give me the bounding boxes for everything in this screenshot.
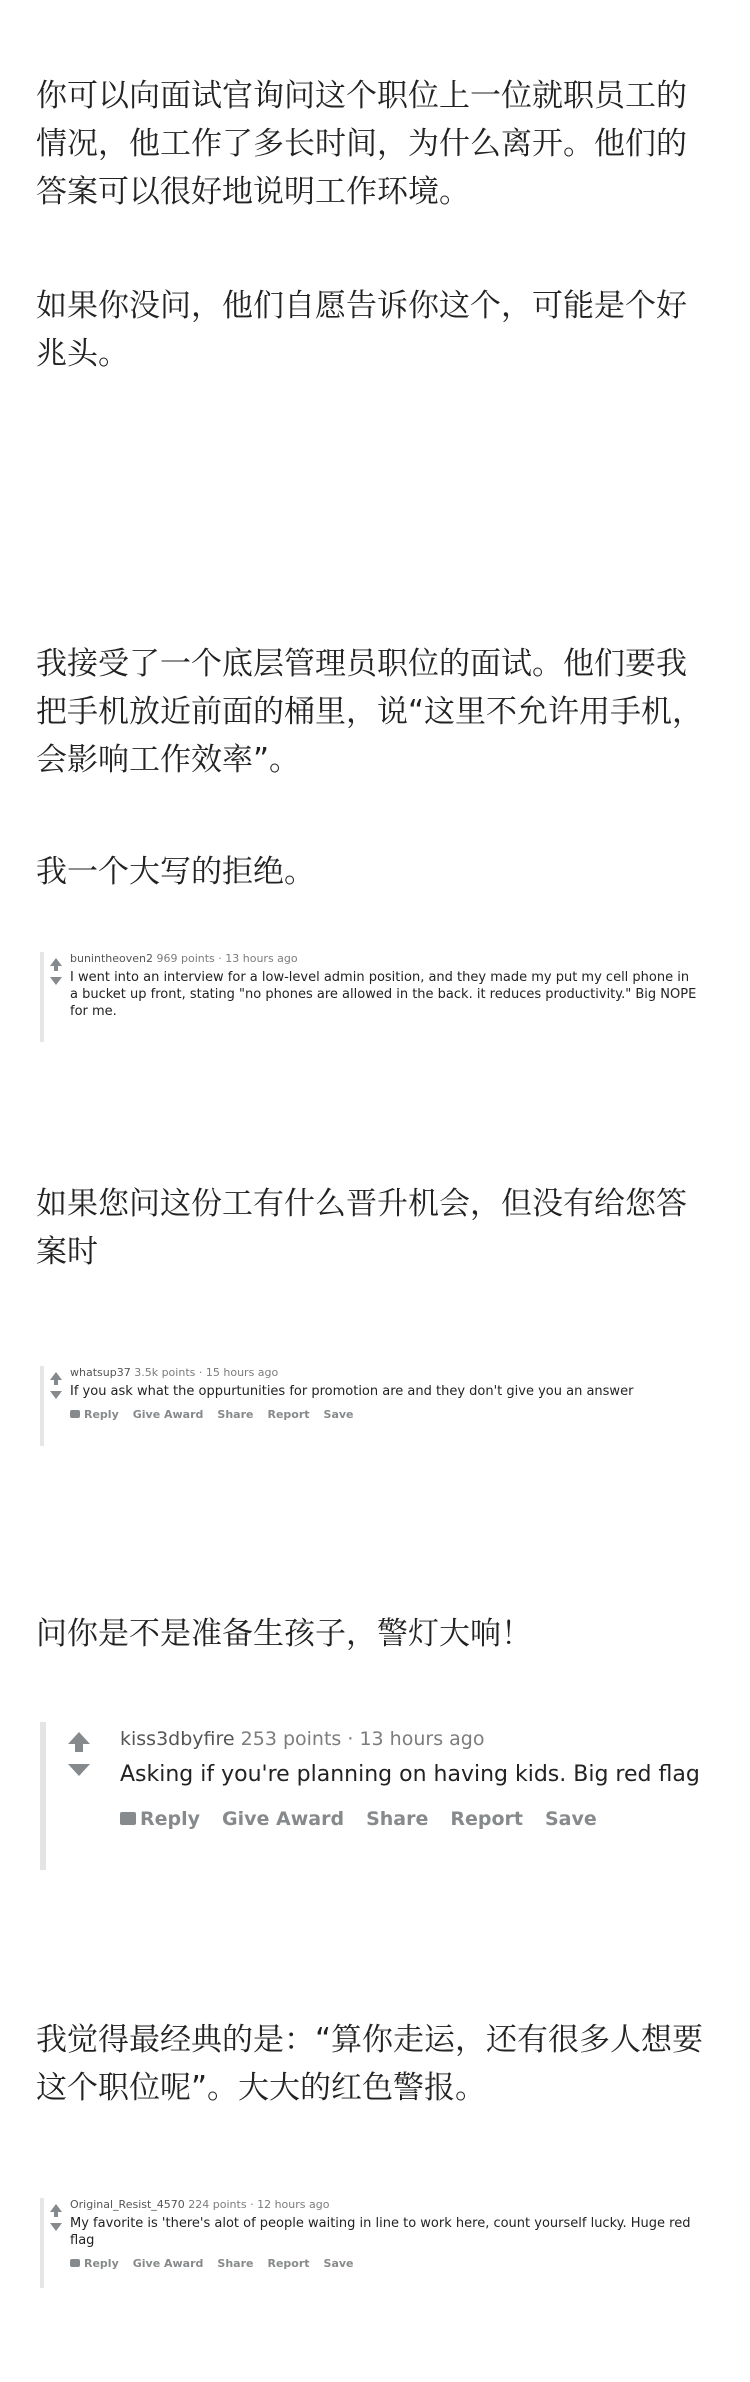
thread-line bbox=[40, 1722, 46, 1870]
comment-card bbox=[40, 1366, 710, 1446]
comment-time: 15 hours ago bbox=[205, 1366, 279, 1379]
comment-meta bbox=[70, 2198, 700, 2211]
save-button[interactable]: Save bbox=[544, 1808, 597, 1830]
comment-points: 3.5k points bbox=[134, 1366, 196, 1379]
paragraph-4: 我一个大写的拒绝。 bbox=[36, 854, 315, 890]
comment-card bbox=[40, 1722, 710, 1870]
comment-actions bbox=[70, 1408, 700, 1421]
chat-bubble-icon bbox=[70, 2259, 80, 2267]
thread-line bbox=[40, 952, 44, 1042]
save-button[interactable]: Save bbox=[323, 2257, 354, 2270]
comment-meta bbox=[70, 1366, 700, 1379]
downvote-arrow-icon[interactable] bbox=[50, 2223, 62, 2231]
comment-meta bbox=[120, 1728, 700, 1750]
downvote-arrow-icon[interactable] bbox=[68, 1764, 90, 1776]
save-button[interactable]: Save bbox=[323, 1408, 354, 1421]
comment-time: 13 hours ago bbox=[225, 952, 298, 965]
reply-button[interactable]: Reply bbox=[70, 1408, 119, 1421]
comment-username[interactable]: bunintheoven2 bbox=[70, 952, 153, 965]
paragraph-3: 我接受了一个底层管理员职位的面试。他们要我把手机放近前面的桶里，说“这里不允许用手机，会影响工作效率”。 bbox=[36, 646, 704, 778]
give-award-button[interactable]: Give Award bbox=[222, 1808, 345, 1830]
comment-time: 12 hours ago bbox=[257, 2198, 330, 2211]
share-button[interactable]: Share bbox=[217, 1408, 254, 1421]
comment-card bbox=[40, 952, 710, 1042]
comment-card bbox=[40, 2198, 710, 2288]
comment-points: 969 points bbox=[156, 952, 215, 965]
thread-line bbox=[40, 1366, 44, 1446]
report-button[interactable]: Report bbox=[267, 1408, 310, 1421]
comment-username[interactable]: Original_Resist_4570 bbox=[70, 2198, 185, 2211]
comment-time: 13 hours ago bbox=[359, 1728, 485, 1750]
upvote-arrow-icon[interactable] bbox=[68, 1732, 90, 1744]
paragraph-5: 如果您问这份工有什么晋升机会，但没有给您答案时 bbox=[36, 1186, 687, 1270]
comment-username[interactable]: whatsup37 bbox=[70, 1366, 131, 1379]
reply-button[interactable]: Reply bbox=[70, 2257, 119, 2270]
upvote-arrow-icon[interactable] bbox=[50, 958, 62, 966]
paragraph-1: 你可以向面试官询问这个职位上一位就职员工的情况，他工作了多长时间，为什么离开。他们的答案可以很好地说明工作环境。 bbox=[36, 78, 687, 210]
comment-actions bbox=[70, 2257, 700, 2270]
give-award-button[interactable]: Give Award bbox=[132, 2257, 204, 2270]
chat-bubble-icon bbox=[120, 1812, 136, 1825]
upvote-arrow-icon[interactable] bbox=[50, 1372, 62, 1380]
comment-text: My favorite is 'there's alot of people waiting in line to work here, count yourself lucky. Huge red flag bbox=[70, 2216, 691, 2248]
paragraph-7: 我觉得最经典的是：“算你走运，还有很多人想要这个职位呢”。大大的红色警报。 bbox=[36, 2022, 704, 2106]
upvote-arrow-icon[interactable] bbox=[50, 2204, 62, 2212]
chat-bubble-icon bbox=[70, 1410, 80, 1418]
paragraph-2: 如果你没问，他们自愿告诉你这个，可能是个好兆头。 bbox=[36, 288, 687, 372]
comment-points: 224 points bbox=[188, 2198, 247, 2211]
downvote-arrow-icon[interactable] bbox=[50, 977, 62, 985]
comment-meta bbox=[70, 952, 700, 965]
comment-text: If you ask what the oppurtunities for promotion are and they don't give you an answer bbox=[70, 1384, 634, 1399]
meta-separator: · bbox=[250, 2198, 254, 2211]
comment-username[interactable]: kiss3dbyfire bbox=[120, 1728, 235, 1750]
share-button[interactable]: Share bbox=[217, 2257, 254, 2270]
report-button[interactable]: Report bbox=[450, 1808, 523, 1830]
comment-points: 253 points bbox=[240, 1728, 342, 1750]
comment-text: I went into an interview for a low-level admin position, and they made my put my cell phone in a bucket up front, stating "no phones are allowed in the back. it reduces productivity." Big NOPE for me. bbox=[70, 970, 697, 1019]
meta-separator: · bbox=[347, 1728, 354, 1750]
give-award-button[interactable]: Give Award bbox=[132, 1408, 204, 1421]
reply-button[interactable]: Reply bbox=[120, 1808, 200, 1830]
report-button[interactable]: Report bbox=[267, 2257, 310, 2270]
meta-separator: · bbox=[218, 952, 222, 965]
meta-separator: · bbox=[198, 1366, 203, 1379]
paragraph-6: 问你是不是准备生孩子，警灯大响！ bbox=[36, 1616, 532, 1652]
downvote-arrow-icon[interactable] bbox=[50, 1391, 62, 1399]
comment-text: Asking if you're planning on having kids. Big red flag bbox=[120, 1762, 700, 1787]
share-button[interactable]: Share bbox=[366, 1808, 429, 1830]
thread-line bbox=[40, 2198, 44, 2288]
comment-actions bbox=[120, 1808, 700, 1830]
